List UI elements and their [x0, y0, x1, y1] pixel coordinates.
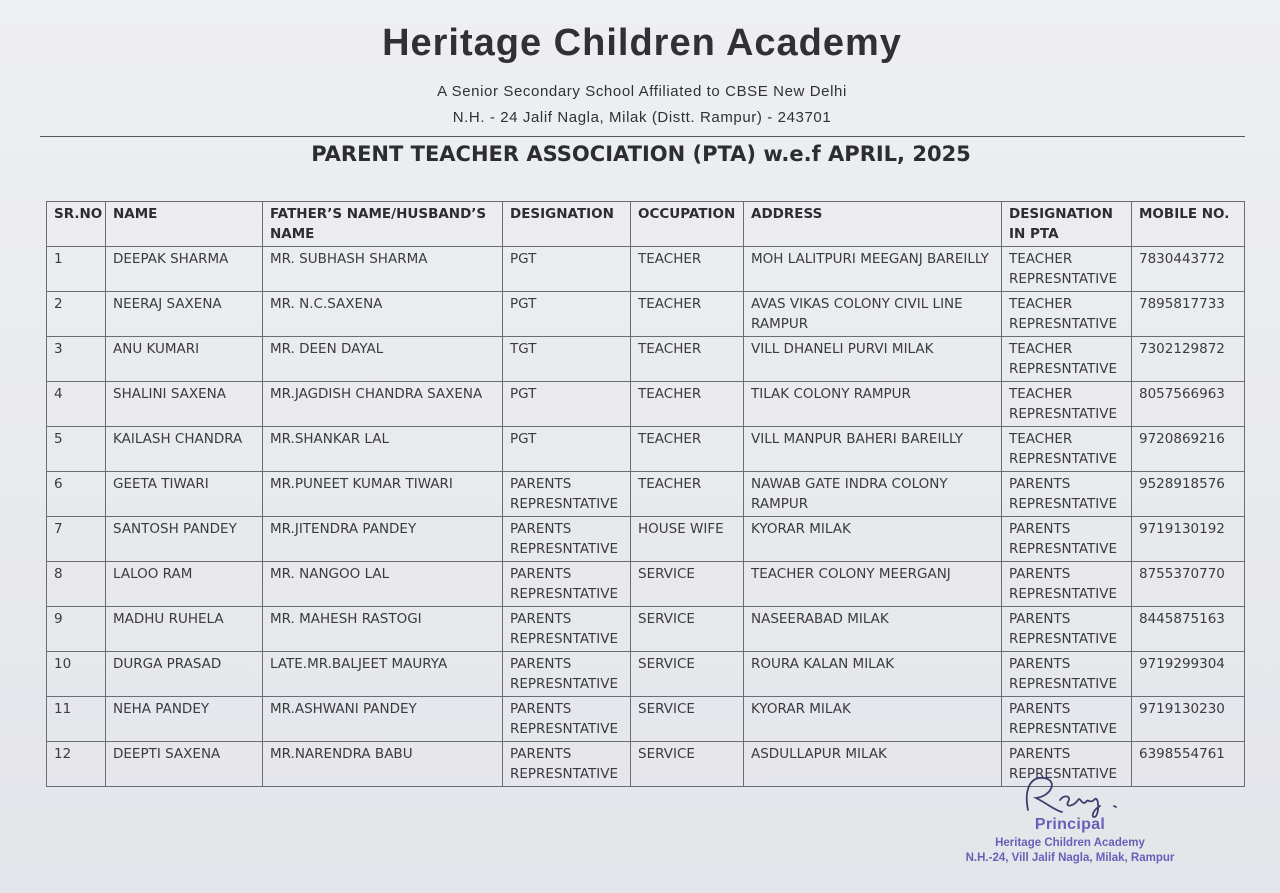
table-body	[47, 247, 1245, 787]
occupation-cell: TEACHER	[631, 337, 744, 382]
name-cell: ANU KUMARI	[106, 337, 263, 382]
mobile-no-cell: 8755370770	[1132, 562, 1245, 607]
address-cell: TEACHER COLONY MEERGANJ	[744, 562, 1002, 607]
name-cell: NEERAJ SAXENA	[106, 292, 263, 337]
sr-no-cell: 12	[47, 742, 106, 787]
father-husband-name-cell: MR. NANGOO LAL	[263, 562, 503, 607]
mobile-no-cell: 9719130192	[1132, 517, 1245, 562]
occupation-cell: SERVICE	[631, 697, 744, 742]
name-cell: DURGA PRASAD	[106, 652, 263, 697]
designation-cell: PGT	[503, 382, 631, 427]
mobile-no-cell: 6398554761	[1132, 742, 1245, 787]
sr-no-cell: 7	[47, 517, 106, 562]
occupation-cell: SERVICE	[631, 652, 744, 697]
mobile-no-cell: 7830443772	[1132, 247, 1245, 292]
father-husband-name-cell: MR. SUBHASH SHARMA	[263, 247, 503, 292]
designation-cell: PARENTS REPRESNTATIVE	[503, 742, 631, 787]
father-husband-name-cell: MR.SHANKAR LAL	[263, 427, 503, 472]
mobile-no-cell: 8057566963	[1132, 382, 1245, 427]
father-husband-name-cell: MR. N.C.SAXENA	[263, 292, 503, 337]
occupation-cell: TEACHER	[631, 427, 744, 472]
table-row	[47, 427, 1245, 472]
pta-designation-cell: TEACHER REPRESNTATIVE	[1002, 337, 1132, 382]
pta-designation-cell: PARENTS REPRESNTATIVE	[1002, 652, 1132, 697]
name-cell: DEEPTI SAXENA	[106, 742, 263, 787]
designation-cell: TGT	[503, 337, 631, 382]
designation-cell: PGT	[503, 427, 631, 472]
stamp-title: Principal	[1034, 816, 1106, 833]
sr-no-cell: 5	[47, 427, 106, 472]
column-header-name: NAME	[106, 202, 263, 247]
mobile-no-cell: 7895817733	[1132, 292, 1245, 337]
occupation-cell: SERVICE	[631, 562, 744, 607]
pta-designation-cell: TEACHER REPRESNTATIVE	[1002, 382, 1132, 427]
designation-cell: PARENTS REPRESNTATIVE	[503, 517, 631, 562]
address-line: N.H. - 24 Jalif Nagla, Milak (Distt. Rampur) - 243701	[452, 109, 832, 126]
sr-no-cell: 9	[47, 607, 106, 652]
stamp-school-name: Heritage Children Academy	[995, 837, 1145, 849]
pta-designation-cell: PARENTS REPRESNTATIVE	[1002, 517, 1132, 562]
name-cell: SHALINI SAXENA	[106, 382, 263, 427]
designation-cell: PGT	[503, 247, 631, 292]
occupation-cell: TEACHER	[631, 247, 744, 292]
pta-designation-cell: PARENTS REPRESNTATIVE	[1002, 562, 1132, 607]
address-cell: ROURA KALAN MILAK	[744, 652, 1002, 697]
mobile-no-cell: 7302129872	[1132, 337, 1245, 382]
sr-no-cell: 8	[47, 562, 106, 607]
mobile-no-cell: 9528918576	[1132, 472, 1245, 517]
name-cell: NEHA PANDEY	[106, 697, 263, 742]
affiliation-line: A Senior Secondary School Affiliated to CBSE New Delhi	[437, 83, 847, 100]
table-header-row	[47, 202, 1245, 247]
principal-stamp	[960, 816, 1180, 864]
father-husband-name-cell: MR.PUNEET KUMAR TIWARI	[263, 472, 503, 517]
name-cell: DEEPAK SHARMA	[106, 247, 263, 292]
handwritten-signature-icon	[1018, 770, 1148, 820]
column-header-designation: DESIGNATION	[503, 202, 631, 247]
table-row	[47, 607, 1245, 652]
mobile-no-cell: 8445875163	[1132, 607, 1245, 652]
sr-no-cell: 11	[47, 697, 106, 742]
address-cell: NAWAB GATE INDRA COLONY RAMPUR	[744, 472, 1002, 517]
pta-designation-cell: PARENTS REPRESNTATIVE	[1002, 607, 1132, 652]
pta-designation-cell: TEACHER REPRESNTATIVE	[1002, 292, 1132, 337]
address-cell: AVAS VIKAS COLONY CIVIL LINE RAMPUR	[744, 292, 1002, 337]
pta-members-table	[46, 201, 1245, 787]
table-row	[47, 472, 1245, 517]
address-cell: ASDULLAPUR MILAK	[744, 742, 1002, 787]
father-husband-name-cell: MR.NARENDRA BABU	[263, 742, 503, 787]
address-cell: KYORAR MILAK	[744, 697, 1002, 742]
father-husband-name-cell: MR.JITENDRA PANDEY	[263, 517, 503, 562]
pta-designation-cell: TEACHER REPRESNTATIVE	[1002, 247, 1132, 292]
name-cell: SANTOSH PANDEY	[106, 517, 263, 562]
column-header-mobile-no: MOBILE NO.	[1132, 202, 1245, 247]
address-cell: VILL DHANELI PURVI MILAK	[744, 337, 1002, 382]
header-divider	[40, 136, 1245, 137]
table-row	[47, 697, 1245, 742]
sr-no-cell: 1	[47, 247, 106, 292]
sr-no-cell: 2	[47, 292, 106, 337]
occupation-cell: SERVICE	[631, 742, 744, 787]
column-header-father-husband-name: FATHER’S NAME/HUSBAND’S NAME	[263, 202, 503, 247]
address-cell: MOH LALITPURI MEEGANJ BAREILLY	[744, 247, 1002, 292]
sr-no-cell: 10	[47, 652, 106, 697]
father-husband-name-cell: MR.JAGDISH CHANDRA SAXENA	[263, 382, 503, 427]
occupation-cell: TEACHER	[631, 472, 744, 517]
father-husband-name-cell: MR. DEEN DAYAL	[263, 337, 503, 382]
table-row	[47, 337, 1245, 382]
document-title: PARENT TEACHER ASSOCIATION (PTA) w.e.f APRIL, 2025	[311, 142, 971, 166]
table-row	[47, 517, 1245, 562]
occupation-cell: SERVICE	[631, 607, 744, 652]
mobile-no-cell: 9720869216	[1132, 427, 1245, 472]
sr-no-cell: 3	[47, 337, 106, 382]
school-name: Heritage Children Academy	[382, 22, 902, 64]
column-header-occupation: OCCUPATION	[631, 202, 744, 247]
name-cell: MADHU RUHELA	[106, 607, 263, 652]
mobile-no-cell: 9719299304	[1132, 652, 1245, 697]
occupation-cell: TEACHER	[631, 382, 744, 427]
father-husband-name-cell: MR. MAHESH RASTOGI	[263, 607, 503, 652]
name-cell: LALOO RAM	[106, 562, 263, 607]
occupation-cell: HOUSE WIFE	[631, 517, 744, 562]
designation-cell: PARENTS REPRESNTATIVE	[503, 472, 631, 517]
designation-cell: PARENTS REPRESNTATIVE	[503, 607, 631, 652]
father-husband-name-cell: MR.ASHWANI PANDEY	[263, 697, 503, 742]
address-cell: KYORAR MILAK	[744, 517, 1002, 562]
name-cell: GEETA TIWARI	[106, 472, 263, 517]
address-cell: TILAK COLONY RAMPUR	[744, 382, 1002, 427]
sr-no-cell: 6	[47, 472, 106, 517]
name-cell: KAILASH CHANDRA	[106, 427, 263, 472]
table-row	[47, 247, 1245, 292]
table-row	[47, 652, 1245, 697]
stamp-address: N.H.-24, Vill Jalif Nagla, Milak, Rampur	[965, 852, 1175, 864]
column-header-designation-in-pta: DESIGNATION IN PTA	[1002, 202, 1132, 247]
column-header-sr-no: SR.NO	[47, 202, 106, 247]
address-cell: VILL MANPUR BAHERI BAREILLY	[744, 427, 1002, 472]
table-row	[47, 382, 1245, 427]
father-husband-name-cell: LATE.MR.BALJEET MAURYA	[263, 652, 503, 697]
address-cell: NASEERABAD MILAK	[744, 607, 1002, 652]
column-header-address: ADDRESS	[744, 202, 1002, 247]
pta-designation-cell: PARENTS REPRESNTATIVE	[1002, 697, 1132, 742]
designation-cell: PARENTS REPRESNTATIVE	[503, 652, 631, 697]
pta-designation-cell: PARENTS REPRESNTATIVE	[1002, 472, 1132, 517]
sr-no-cell: 4	[47, 382, 106, 427]
designation-cell: PARENTS REPRESNTATIVE	[503, 562, 631, 607]
designation-cell: PGT	[503, 292, 631, 337]
table-row	[47, 562, 1245, 607]
pta-designation-cell: TEACHER REPRESNTATIVE	[1002, 427, 1132, 472]
table-row	[47, 292, 1245, 337]
occupation-cell: TEACHER	[631, 292, 744, 337]
pta-designation-cell: PARENTS REPRESNTATIVE	[1002, 742, 1132, 787]
mobile-no-cell: 9719130230	[1132, 697, 1245, 742]
designation-cell: PARENTS REPRESNTATIVE	[503, 697, 631, 742]
